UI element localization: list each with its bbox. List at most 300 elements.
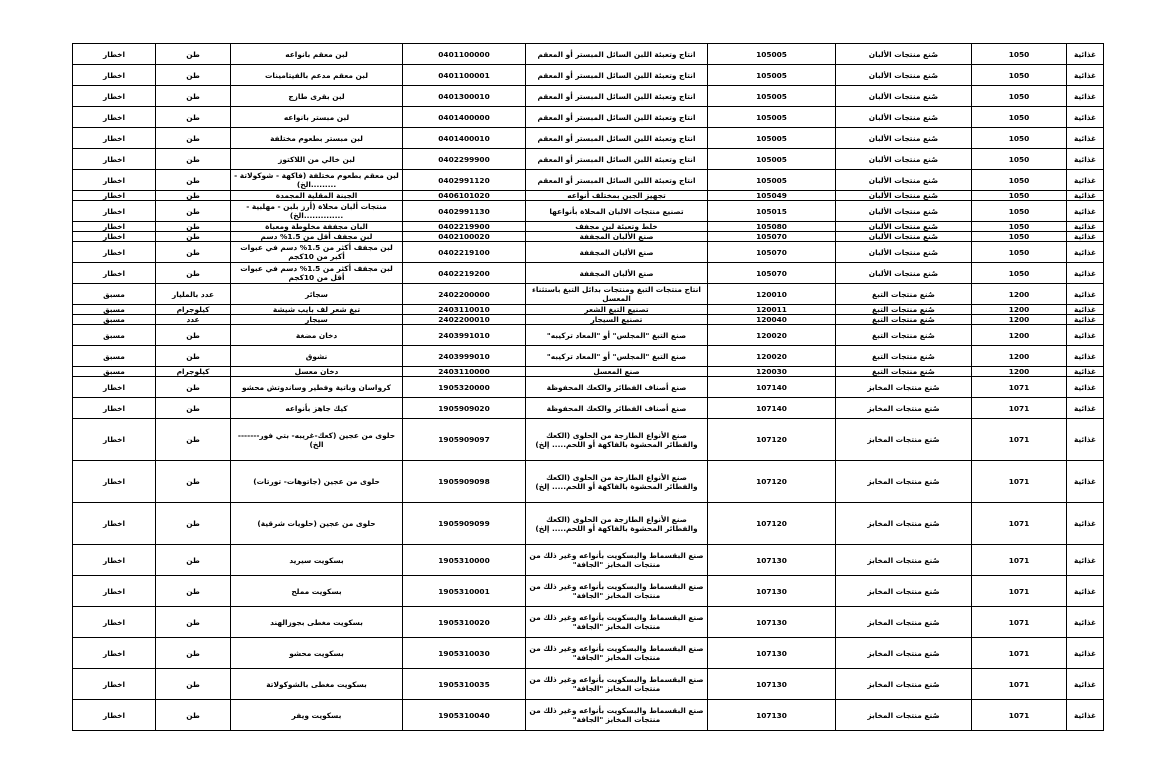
activity-code-cell: 105070 bbox=[708, 232, 836, 242]
activity-code-cell: 107140 bbox=[708, 377, 836, 398]
procedure-cell: مسبق bbox=[73, 346, 156, 367]
sector-cell: صُنع منتجات الألبان bbox=[836, 44, 972, 65]
activity-code-cell: 107130 bbox=[708, 607, 836, 638]
sector-cell: صُنع منتجات الألبان bbox=[836, 222, 972, 232]
product-cell: لبن خالي من اللاكتوز bbox=[231, 149, 403, 170]
product-code-cell: 2403110010 bbox=[403, 305, 526, 315]
category-cell: غذائية bbox=[1067, 65, 1104, 86]
activity-cell: انتاج وتعبئة اللبن السائل المبستر أو المعقم bbox=[526, 65, 708, 86]
table-row bbox=[73, 263, 1104, 284]
category-cell: غذائية bbox=[1067, 367, 1104, 377]
sector-code-cell: 1071 bbox=[972, 700, 1067, 731]
activity-cell: انتاج وتعبئة اللبن السائل المبستر أو المعقم bbox=[526, 128, 708, 149]
sector-code-cell: 1050 bbox=[972, 222, 1067, 232]
table-row bbox=[73, 149, 1104, 170]
unit-cell: طن bbox=[156, 545, 231, 576]
sector-code-cell: 1071 bbox=[972, 607, 1067, 638]
procedure-cell: اخطار bbox=[73, 545, 156, 576]
product-code-cell: 1905310020 bbox=[403, 607, 526, 638]
activity-cell: صنع الألبان المجففة bbox=[526, 263, 708, 284]
category-cell: غذائية bbox=[1067, 325, 1104, 346]
procedure-cell: اخطار bbox=[73, 638, 156, 669]
activity-cell: تجهيز الجبن بمختلف أنواعه bbox=[526, 191, 708, 201]
activity-code-cell: 107130 bbox=[708, 669, 836, 700]
sector-code-cell: 1200 bbox=[972, 346, 1067, 367]
sector-cell: صُنع منتجات المخابز bbox=[836, 398, 972, 419]
category-cell: غذائية bbox=[1067, 576, 1104, 607]
unit-cell: طن bbox=[156, 398, 231, 419]
procedure-cell: اخطار bbox=[73, 149, 156, 170]
product-cell: حلوى من عجين (جاتوهات- تورتات) bbox=[231, 461, 403, 503]
table-row bbox=[73, 700, 1104, 731]
product-cell: حلوى من عجين (حلويات شرقية) bbox=[231, 503, 403, 545]
unit-cell: طن bbox=[156, 638, 231, 669]
table-row bbox=[73, 107, 1104, 128]
unit-cell: طن bbox=[156, 503, 231, 545]
unit-cell: طن bbox=[156, 669, 231, 700]
procedure-cell: اخطار bbox=[73, 700, 156, 731]
sector-code-cell: 1200 bbox=[972, 325, 1067, 346]
procedure-cell: اخطار bbox=[73, 232, 156, 242]
table-row bbox=[73, 346, 1104, 367]
activity-cell: انتاج وتعبئة اللبن السائل المبستر أو المعقم bbox=[526, 149, 708, 170]
activity-cell: صنع البقسماط والبسكويت بأنواعه وغير ذلك من منتجات المخابز "الجافة" bbox=[526, 669, 708, 700]
sector-cell: صُنع منتجات المخابز bbox=[836, 576, 972, 607]
activity-cell: صنع الألبان المجففة bbox=[526, 242, 708, 263]
activity-code-cell: 120020 bbox=[708, 325, 836, 346]
product-cell: لبن معقم بطعوم مختلفة (فاكهة - شوكولاتة - .........الخ) bbox=[231, 170, 403, 191]
sector-code-cell: 1050 bbox=[972, 191, 1067, 201]
table-row bbox=[73, 44, 1104, 65]
unit-cell: طن bbox=[156, 128, 231, 149]
sector-cell: صُنع منتجات التبغ bbox=[836, 284, 972, 305]
product-cell: لبن مجفف أقل من 1.5% دسم bbox=[231, 232, 403, 242]
product-cell: حلوى من عجين (كعك-غريبه- بتي فور-------الخ) bbox=[231, 419, 403, 461]
unit-cell: طن bbox=[156, 377, 231, 398]
activity-cell: صنع البقسماط والبسكويت بأنواعه وغير ذلك من منتجات المخابز "الجافة" bbox=[526, 700, 708, 731]
sector-code-cell: 1050 bbox=[972, 107, 1067, 128]
product-code-cell: 1905310000 bbox=[403, 545, 526, 576]
product-cell: نشوق bbox=[231, 346, 403, 367]
product-cell: الجبنة المقلية المجمدة bbox=[231, 191, 403, 201]
procedure-cell: اخطار bbox=[73, 242, 156, 263]
sector-code-cell: 1071 bbox=[972, 638, 1067, 669]
category-cell: غذائية bbox=[1067, 284, 1104, 305]
table-row bbox=[73, 315, 1104, 325]
category-cell: غذائية bbox=[1067, 545, 1104, 576]
product-cell: لبن مبستر بانواعه bbox=[231, 107, 403, 128]
product-code-cell: 1905310035 bbox=[403, 669, 526, 700]
unit-cell: طن bbox=[156, 461, 231, 503]
product-code-cell: 0402100020 bbox=[403, 232, 526, 242]
procedure-cell: اخطار bbox=[73, 107, 156, 128]
category-cell: غذائية bbox=[1067, 419, 1104, 461]
activity-cell: صنع التبغ "المجلس" أو "المعاد تركيبه" bbox=[526, 325, 708, 346]
product-code-cell: 1905909099 bbox=[403, 503, 526, 545]
sector-cell: صُنع منتجات التبغ bbox=[836, 315, 972, 325]
table-row bbox=[73, 86, 1104, 107]
unit-cell: عدد bbox=[156, 315, 231, 325]
table-row bbox=[73, 503, 1104, 545]
activity-cell: صنع الأنواع الطازجة من الحلوى (الكعك والفطائر المحشوة بالفاكهة أو اللحم..... إلخ) bbox=[526, 503, 708, 545]
product-code-cell: 0401100001 bbox=[403, 65, 526, 86]
procedure-cell: اخطار bbox=[73, 170, 156, 191]
table-row bbox=[73, 545, 1104, 576]
sector-code-cell: 1071 bbox=[972, 419, 1067, 461]
product-cell: بسكويت محشو bbox=[231, 638, 403, 669]
sector-code-cell: 1200 bbox=[972, 367, 1067, 377]
activity-cell: صنع الأنواع الطازجة من الحلوى (الكعك والفطائر المحشوة بالفاكهة أو اللحم..... إلخ) bbox=[526, 461, 708, 503]
activity-code-cell: 120020 bbox=[708, 346, 836, 367]
activity-code-cell: 105005 bbox=[708, 170, 836, 191]
category-cell: غذائية bbox=[1067, 346, 1104, 367]
product-cell: لبن مجفف أكثر من 1.5% دسم في عبوات أكبر من 10كجم bbox=[231, 242, 403, 263]
procedure-cell: اخطار bbox=[73, 503, 156, 545]
activity-code-cell: 105005 bbox=[708, 107, 836, 128]
table-body bbox=[73, 44, 1104, 731]
unit-cell: طن bbox=[156, 107, 231, 128]
sector-cell: صُنع منتجات المخابز bbox=[836, 503, 972, 545]
category-cell: غذائية bbox=[1067, 44, 1104, 65]
category-cell: غذائية bbox=[1067, 503, 1104, 545]
procedure-cell: اخطار bbox=[73, 263, 156, 284]
table-row bbox=[73, 607, 1104, 638]
table-row bbox=[73, 170, 1104, 191]
table-row bbox=[73, 377, 1104, 398]
activity-cell: انتاج وتعبئة اللبن السائل المبستر أو المعقم bbox=[526, 170, 708, 191]
product-cell: سيجار bbox=[231, 315, 403, 325]
procedure-cell: اخطار bbox=[73, 128, 156, 149]
product-code-cell: 0402219900 bbox=[403, 222, 526, 232]
activity-code-cell: 107140 bbox=[708, 398, 836, 419]
product-cell: دخان مضغة bbox=[231, 325, 403, 346]
unit-cell: طن bbox=[156, 191, 231, 201]
sector-cell: صُنع منتجات الألبان bbox=[836, 263, 972, 284]
activity-cell: صنع أصناف الفطائر والكعك المحفوظة bbox=[526, 377, 708, 398]
sector-code-cell: 1050 bbox=[972, 242, 1067, 263]
product-code-cell: 0401400000 bbox=[403, 107, 526, 128]
table-row bbox=[73, 419, 1104, 461]
product-cell: بسكويت مغطى بجوزالهند bbox=[231, 607, 403, 638]
activity-cell: خلط وتعبئة لبن مجفف bbox=[526, 222, 708, 232]
category-cell: غذائية bbox=[1067, 305, 1104, 315]
sector-cell: صُنع منتجات المخابز bbox=[836, 461, 972, 503]
sector-code-cell: 1200 bbox=[972, 284, 1067, 305]
category-cell: غذائية bbox=[1067, 232, 1104, 242]
activity-cell: صنع أصناف الفطائر والكعك المحفوظة bbox=[526, 398, 708, 419]
activity-cell: انتاج منتجات التبغ ومنتجات بدائل التبغ باستثناء المعسل bbox=[526, 284, 708, 305]
sector-cell: صُنع منتجات المخابز bbox=[836, 377, 972, 398]
sector-cell: صُنع منتجات التبغ bbox=[836, 346, 972, 367]
sector-cell: صُنع منتجات المخابز bbox=[836, 607, 972, 638]
sector-code-cell: 1200 bbox=[972, 305, 1067, 315]
sector-cell: صُنع منتجات الألبان bbox=[836, 201, 972, 222]
table-row bbox=[73, 398, 1104, 419]
sector-code-cell: 1050 bbox=[972, 86, 1067, 107]
sector-code-cell: 1050 bbox=[972, 44, 1067, 65]
product-cell: لبن بقرى طازج bbox=[231, 86, 403, 107]
product-code-cell: 2402200000 bbox=[403, 284, 526, 305]
unit-cell: طن bbox=[156, 346, 231, 367]
product-cell: بسكويت مملح bbox=[231, 576, 403, 607]
procedure-cell: اخطار bbox=[73, 576, 156, 607]
category-cell: غذائية bbox=[1067, 638, 1104, 669]
sector-code-cell: 1071 bbox=[972, 669, 1067, 700]
table-row bbox=[73, 638, 1104, 669]
activity-code-cell: 105049 bbox=[708, 191, 836, 201]
activity-cell: صنع البقسماط والبسكويت بأنواعه وغير ذلك من منتجات المخابز "الجافة" bbox=[526, 545, 708, 576]
category-cell: غذائية bbox=[1067, 669, 1104, 700]
table-row bbox=[73, 201, 1104, 222]
activity-cell: صنع التبغ "المجلس" أو "المعاد تركيبه" bbox=[526, 346, 708, 367]
product-code-cell: 0402299900 bbox=[403, 149, 526, 170]
product-code-cell: 2403991010 bbox=[403, 325, 526, 346]
procedure-cell: اخطار bbox=[73, 201, 156, 222]
product-code-cell: 0402219100 bbox=[403, 242, 526, 263]
product-code-cell: 0402991130 bbox=[403, 201, 526, 222]
unit-cell: طن bbox=[156, 201, 231, 222]
table-row bbox=[73, 284, 1104, 305]
table-row bbox=[73, 461, 1104, 503]
procedure-cell: اخطار bbox=[73, 461, 156, 503]
category-cell: غذائية bbox=[1067, 700, 1104, 731]
activity-code-cell: 120040 bbox=[708, 315, 836, 325]
sector-code-cell: 1071 bbox=[972, 461, 1067, 503]
activity-code-cell: 105005 bbox=[708, 149, 836, 170]
industrial-activities-table bbox=[72, 43, 1104, 731]
product-cell: منتجات ألبان محلاة (أرز بلبن - مهلبية - ..............الخ) bbox=[231, 201, 403, 222]
product-code-cell: 1905320000 bbox=[403, 377, 526, 398]
sector-cell: صُنع منتجات الألبان bbox=[836, 65, 972, 86]
procedure-cell: مسبق bbox=[73, 284, 156, 305]
unit-cell: طن bbox=[156, 325, 231, 346]
activity-code-cell: 107120 bbox=[708, 503, 836, 545]
sector-code-cell: 1200 bbox=[972, 315, 1067, 325]
sector-cell: صُنع منتجات الألبان bbox=[836, 170, 972, 191]
product-cell: بسكويت ويفر bbox=[231, 700, 403, 731]
procedure-cell: اخطار bbox=[73, 65, 156, 86]
product-code-cell: 0401300010 bbox=[403, 86, 526, 107]
activity-cell: صنع الأنواع الطازجة من الحلوى (الكعك والفطائر المحشوة بالفاكهة أو اللحم..... إلخ) bbox=[526, 419, 708, 461]
activity-cell: انتاج وتعبئة اللبن السائل المبستر أو المعقم bbox=[526, 86, 708, 107]
sector-cell: صُنع منتجات التبغ bbox=[836, 325, 972, 346]
table-row bbox=[73, 367, 1104, 377]
product-code-cell: 0406101020 bbox=[403, 191, 526, 201]
sector-cell: صُنع منتجات التبغ bbox=[836, 305, 972, 315]
product-cell: لبن مجفف أكثر من 1.5% دسم في عبوات أقل من 10كجم bbox=[231, 263, 403, 284]
activity-code-cell: 105005 bbox=[708, 128, 836, 149]
sector-cell: صُنع منتجات التبغ bbox=[836, 367, 972, 377]
sector-cell: صُنع منتجات الألبان bbox=[836, 232, 972, 242]
unit-cell: طن bbox=[156, 419, 231, 461]
category-cell: غذائية bbox=[1067, 201, 1104, 222]
category-cell: غذائية bbox=[1067, 191, 1104, 201]
activity-cell: صنع المعسل bbox=[526, 367, 708, 377]
product-code-cell: 0402991120 bbox=[403, 170, 526, 191]
sector-cell: صُنع منتجات الألبان bbox=[836, 128, 972, 149]
activity-cell: صنع البقسماط والبسكويت بأنواعه وغير ذلك من منتجات المخابز "الجافة" bbox=[526, 576, 708, 607]
category-cell: غذائية bbox=[1067, 170, 1104, 191]
sector-cell: صُنع منتجات الألبان bbox=[836, 107, 972, 128]
unit-cell: طن bbox=[156, 65, 231, 86]
procedure-cell: اخطار bbox=[73, 398, 156, 419]
sector-code-cell: 1071 bbox=[972, 503, 1067, 545]
activity-code-cell: 107130 bbox=[708, 700, 836, 731]
product-cell: كرواسان وباتية وفطير وساندوتش محشو bbox=[231, 377, 403, 398]
product-code-cell: 1905310001 bbox=[403, 576, 526, 607]
procedure-cell: اخطار bbox=[73, 44, 156, 65]
sector-cell: صُنع منتجات الألبان bbox=[836, 86, 972, 107]
procedure-cell: مسبق bbox=[73, 367, 156, 377]
category-cell: غذائية bbox=[1067, 242, 1104, 263]
product-cell: دخان معسل bbox=[231, 367, 403, 377]
unit-cell: طن bbox=[156, 222, 231, 232]
sector-code-cell: 1071 bbox=[972, 377, 1067, 398]
table-row bbox=[73, 191, 1104, 201]
activity-code-cell: 105015 bbox=[708, 201, 836, 222]
activity-cell: صنع البقسماط والبسكويت بأنواعه وغير ذلك من منتجات المخابز "الجافة" bbox=[526, 638, 708, 669]
product-cell: بسكويت سيريد bbox=[231, 545, 403, 576]
unit-cell: طن bbox=[156, 242, 231, 263]
sector-code-cell: 1050 bbox=[972, 201, 1067, 222]
data-table-container bbox=[72, 43, 1103, 731]
activity-code-cell: 107120 bbox=[708, 461, 836, 503]
procedure-cell: مسبق bbox=[73, 325, 156, 346]
activity-code-cell: 120011 bbox=[708, 305, 836, 315]
sector-code-cell: 1071 bbox=[972, 576, 1067, 607]
product-cell: بسكويت مغطى بالشوكولاتة bbox=[231, 669, 403, 700]
unit-cell: طن bbox=[156, 232, 231, 242]
procedure-cell: اخطار bbox=[73, 86, 156, 107]
activity-cell: صنع الألبان المجففة bbox=[526, 232, 708, 242]
table-row bbox=[73, 232, 1104, 242]
procedure-cell: اخطار bbox=[73, 419, 156, 461]
unit-cell: كيلوجرام bbox=[156, 367, 231, 377]
procedure-cell: مسبق bbox=[73, 305, 156, 315]
activity-cell: انتاج وتعبئة اللبن السائل المبستر أو المعقم bbox=[526, 107, 708, 128]
activity-cell: تصنيع السيجار bbox=[526, 315, 708, 325]
sector-cell: صُنع منتجات المخابز bbox=[836, 545, 972, 576]
unit-cell: طن bbox=[156, 170, 231, 191]
product-code-cell: 0401100000 bbox=[403, 44, 526, 65]
sector-code-cell: 1071 bbox=[972, 398, 1067, 419]
unit-cell: كيلوجرام bbox=[156, 305, 231, 315]
activity-code-cell: 105070 bbox=[708, 242, 836, 263]
sector-code-cell: 1050 bbox=[972, 263, 1067, 284]
activity-code-cell: 107120 bbox=[708, 419, 836, 461]
table-row bbox=[73, 669, 1104, 700]
product-cell: لبن معقم بانواعه bbox=[231, 44, 403, 65]
sector-cell: صُنع منتجات الألبان bbox=[836, 242, 972, 263]
table-row bbox=[73, 325, 1104, 346]
table-row bbox=[73, 576, 1104, 607]
table-row bbox=[73, 65, 1104, 86]
product-code-cell: 2402200010 bbox=[403, 315, 526, 325]
activity-cell: تصنيع التبغ الشعر bbox=[526, 305, 708, 315]
unit-cell: طن bbox=[156, 149, 231, 170]
activity-code-cell: 105005 bbox=[708, 65, 836, 86]
activity-code-cell: 107130 bbox=[708, 638, 836, 669]
category-cell: غذائية bbox=[1067, 377, 1104, 398]
activity-cell: صنع البقسماط والبسكويت بأنواعه وغير ذلك من منتجات المخابز "الجافة" bbox=[526, 607, 708, 638]
unit-cell: طن bbox=[156, 44, 231, 65]
table-row bbox=[73, 128, 1104, 149]
table-row bbox=[73, 242, 1104, 263]
product-code-cell: 1905909097 bbox=[403, 419, 526, 461]
unit-cell: طن bbox=[156, 576, 231, 607]
category-cell: غذائية bbox=[1067, 107, 1104, 128]
activity-code-cell: 120030 bbox=[708, 367, 836, 377]
table-row bbox=[73, 222, 1104, 232]
product-code-cell: 1905310030 bbox=[403, 638, 526, 669]
activity-code-cell: 105005 bbox=[708, 44, 836, 65]
product-code-cell: 1905909020 bbox=[403, 398, 526, 419]
unit-cell: طن bbox=[156, 607, 231, 638]
product-cell: سجائر bbox=[231, 284, 403, 305]
unit-cell: طن bbox=[156, 263, 231, 284]
product-code-cell: 0401400010 bbox=[403, 128, 526, 149]
product-cell: تبغ شعر لف بايب شيشة bbox=[231, 305, 403, 315]
category-cell: غذائية bbox=[1067, 222, 1104, 232]
sector-cell: صُنع منتجات المخابز bbox=[836, 638, 972, 669]
product-code-cell: 2403999010 bbox=[403, 346, 526, 367]
procedure-cell: اخطار bbox=[73, 191, 156, 201]
unit-cell: طن bbox=[156, 86, 231, 107]
procedure-cell: مسبق bbox=[73, 315, 156, 325]
procedure-cell: اخطار bbox=[73, 222, 156, 232]
category-cell: غذائية bbox=[1067, 607, 1104, 638]
category-cell: غذائية bbox=[1067, 149, 1104, 170]
activity-code-cell: 105070 bbox=[708, 263, 836, 284]
procedure-cell: اخطار bbox=[73, 607, 156, 638]
product-cell: لبن مبستر بطعوم مختلفة bbox=[231, 128, 403, 149]
category-cell: غذائية bbox=[1067, 263, 1104, 284]
sector-code-cell: 1050 bbox=[972, 149, 1067, 170]
sector-code-cell: 1050 bbox=[972, 65, 1067, 86]
unit-cell: عدد بالمليار bbox=[156, 284, 231, 305]
category-cell: غذائية bbox=[1067, 315, 1104, 325]
sector-cell: صُنع منتجات المخابز bbox=[836, 669, 972, 700]
sector-code-cell: 1050 bbox=[972, 128, 1067, 149]
product-code-cell: 2403110000 bbox=[403, 367, 526, 377]
procedure-cell: اخطار bbox=[73, 669, 156, 700]
procedure-cell: اخطار bbox=[73, 377, 156, 398]
sector-cell: صُنع منتجات المخابز bbox=[836, 700, 972, 731]
category-cell: غذائية bbox=[1067, 398, 1104, 419]
table-row bbox=[73, 305, 1104, 315]
activity-code-cell: 120010 bbox=[708, 284, 836, 305]
activity-code-cell: 105080 bbox=[708, 222, 836, 232]
sector-cell: صُنع منتجات الألبان bbox=[836, 149, 972, 170]
sector-code-cell: 1050 bbox=[972, 170, 1067, 191]
product-cell: لبن معقم مدعم بالفيتامينات bbox=[231, 65, 403, 86]
activity-cell: انتاج وتعبئة اللبن السائل المبستر أو المعقم bbox=[526, 44, 708, 65]
product-code-cell: 1905909098 bbox=[403, 461, 526, 503]
category-cell: غذائية bbox=[1067, 461, 1104, 503]
sector-cell: صُنع منتجات الألبان bbox=[836, 191, 972, 201]
sector-cell: صُنع منتجات المخابز bbox=[836, 419, 972, 461]
unit-cell: طن bbox=[156, 700, 231, 731]
activity-code-cell: 107130 bbox=[708, 576, 836, 607]
category-cell: غذائية bbox=[1067, 86, 1104, 107]
product-code-cell: 0402219200 bbox=[403, 263, 526, 284]
product-code-cell: 1905310040 bbox=[403, 700, 526, 731]
product-cell: البان مجففة مخلوطة ومعباة bbox=[231, 222, 403, 232]
product-cell: كيك جاهز بأنواعه bbox=[231, 398, 403, 419]
activity-code-cell: 105005 bbox=[708, 86, 836, 107]
sector-code-cell: 1050 bbox=[972, 232, 1067, 242]
sector-code-cell: 1071 bbox=[972, 545, 1067, 576]
